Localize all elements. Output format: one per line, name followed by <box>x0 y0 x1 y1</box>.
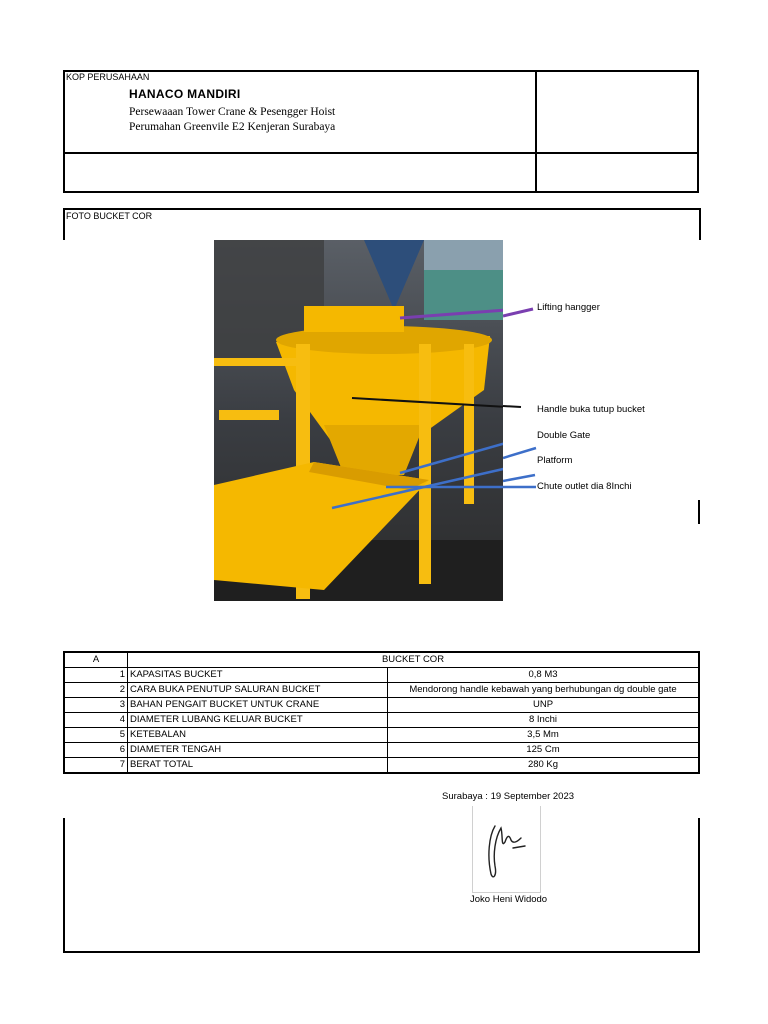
signature-frame-right <box>698 818 700 953</box>
section-code: A <box>64 652 128 668</box>
photo-frame-right <box>699 208 701 240</box>
signer-name: Joko Heni Widodo <box>470 894 548 905</box>
row-value: 3,5 Mm <box>388 728 700 743</box>
row-number: 2 <box>64 683 128 698</box>
arrow-ext-lifting <box>503 309 533 316</box>
row-value: UNP <box>388 698 700 713</box>
callout-chute-outlet: Chute outlet dia 8Inchi <box>537 481 632 492</box>
row-item: KAPASITAS BUCKET <box>128 668 388 683</box>
row-value: 8 Inchi <box>388 713 700 728</box>
callout-platform: Platform <box>537 455 573 466</box>
signature-frame-bottom <box>63 951 700 953</box>
company-name: HANACO MANDIRI <box>129 87 241 101</box>
row-item: KETEBALAN <box>128 728 388 743</box>
row-number: 6 <box>64 743 128 758</box>
row-value: 125 Cm <box>388 743 700 758</box>
photo-section-label: FOTO BUCKET COR <box>66 211 153 221</box>
callout-double-gate: Double Gate <box>537 430 591 441</box>
arrow-ext-handle <box>503 406 521 407</box>
handwritten-signature <box>473 806 540 892</box>
row-number: 3 <box>64 698 128 713</box>
table-row <box>64 758 699 774</box>
arrow-ext-platform <box>503 475 535 481</box>
lifting-hanger-shape <box>304 306 404 332</box>
header-divider-horizontal <box>65 152 697 154</box>
photo-frame-top <box>63 208 701 210</box>
row-value: 280 Kg <box>388 758 700 774</box>
row-number: 5 <box>64 728 128 743</box>
signature-frame-left <box>63 818 65 953</box>
company-address: Perumahan Greenvile E2 Kenjeran Surabaya <box>129 121 336 133</box>
section-title: BUCKET COR <box>128 652 700 668</box>
photo-frame-mark <box>698 500 700 524</box>
callout-arrow-extensions <box>503 290 543 500</box>
photo-frame-left <box>63 208 65 240</box>
place-date: Surabaya : 19 September 2023 <box>442 791 575 802</box>
frame-rail <box>214 358 296 366</box>
table-row <box>64 683 699 698</box>
table-row <box>64 713 699 728</box>
row-item: BERAT TOTAL <box>128 758 388 774</box>
table-row <box>64 728 699 743</box>
row-item: DIAMETER TENGAH <box>128 743 388 758</box>
arrow-ext-gate <box>503 448 536 458</box>
table-row <box>64 743 699 758</box>
row-number: 4 <box>64 713 128 728</box>
frame-leg-back <box>464 344 474 504</box>
spec-table <box>63 651 700 774</box>
row-item: CARA BUKA PENUTUP SALURAN BUCKET <box>128 683 388 698</box>
frame-side-rail <box>219 410 279 420</box>
callout-lifting-hanger: Lifting hangger <box>537 302 600 313</box>
spec-table-header <box>64 652 699 668</box>
row-number: 1 <box>64 668 128 683</box>
row-item: DIAMETER LUBANG KELUAR BUCKET <box>128 713 388 728</box>
table-row <box>64 698 699 713</box>
table-row <box>64 668 699 683</box>
bucket-photo <box>214 240 503 601</box>
callout-handle: Handle buka tutup bucket <box>537 404 645 415</box>
row-value: Mendorong handle kebawah yang berhubungan dg double gate <box>388 683 700 698</box>
row-item: BAHAN PENGAIT BUCKET UNTUK CRANE <box>128 698 388 713</box>
header-divider-vertical <box>535 72 537 191</box>
kop-label: KOP PERUSAHAAN <box>66 72 150 82</box>
row-number: 7 <box>64 758 128 774</box>
row-value: 0,8 M3 <box>388 668 700 683</box>
signature-box <box>472 806 541 893</box>
company-description: Persewaaan Tower Crane & Pesengger Hoist <box>129 106 336 118</box>
